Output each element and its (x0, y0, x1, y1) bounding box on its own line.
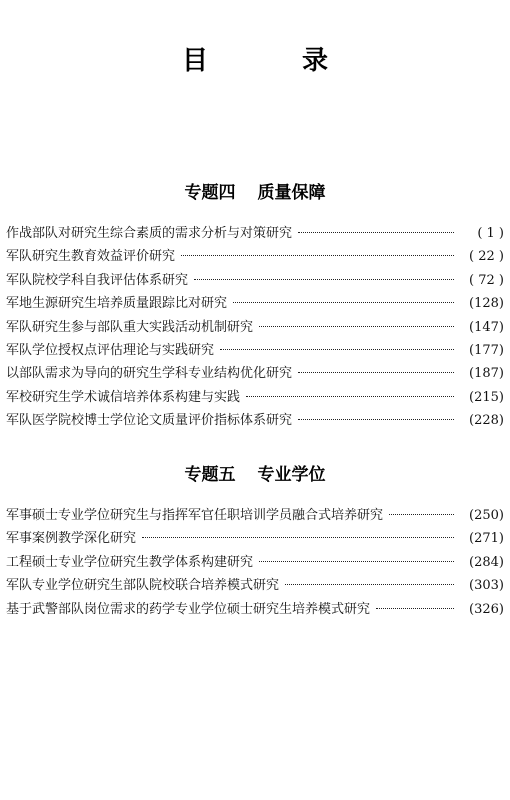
dot-leader (246, 396, 454, 397)
entry-page: ( 72 ) (469, 272, 504, 288)
section-heading-5 (0, 460, 510, 485)
dot-leader (181, 255, 454, 256)
entry-page: (228) (469, 413, 504, 429)
entry-title: 军队研究生参与部队重大实践活动机制研究 (6, 319, 254, 335)
section-label: 专题五 (184, 465, 236, 485)
toc-entry[interactable] (6, 527, 504, 550)
section-label: 专题四 (184, 183, 236, 203)
entry-title: 军校研究生学术诚信培养体系构建与实践 (6, 389, 241, 405)
section-name: 专业学位 (257, 465, 326, 485)
entry-title: 军队研究生教育效益评价研究 (6, 249, 176, 265)
entry-page: (284) (469, 554, 504, 570)
entry-title: 军队院校学科自我评估体系研究 (6, 272, 189, 288)
dot-leader (376, 608, 454, 609)
entry-title: 基于武警部队岗位需求的药学专业学位硕士研究生培养模式研究 (6, 601, 371, 617)
entry-page: ( 1 ) (477, 226, 504, 241)
toc-entry[interactable] (6, 598, 504, 621)
entry-title: 军队医学院校博士学位论文质量评价指标体系研究 (6, 413, 293, 429)
dot-leader (298, 232, 454, 233)
section-name: 质量保障 (257, 183, 326, 203)
dot-leader (233, 302, 454, 303)
dot-leader (220, 349, 454, 350)
toc-entry[interactable] (6, 316, 504, 339)
entry-page: (271) (469, 531, 504, 547)
entry-title: 军事硕士专业学位研究生与指挥军官任职培训学员融合式培养研究 (6, 508, 384, 523)
entry-title: 军地生源研究生培养质量跟踪比对研究 (6, 296, 228, 312)
entry-page: (128) (469, 296, 504, 312)
entry-page: (250) (469, 508, 504, 523)
section-heading-4 (0, 178, 510, 203)
toc-entry[interactable] (6, 339, 504, 362)
entry-title: 作战部队对研究生综合素质的需求分析与对策研究 (6, 226, 293, 241)
dot-leader (298, 372, 454, 373)
toc-entry[interactable] (6, 504, 504, 527)
toc-entry[interactable] (6, 551, 504, 574)
dot-leader (194, 279, 454, 280)
toc-entry[interactable] (6, 222, 504, 245)
entry-page: (177) (469, 342, 504, 358)
entry-page: (326) (469, 601, 504, 617)
entry-page: (215) (469, 389, 504, 405)
section-4-entries (6, 222, 504, 433)
toc-entry[interactable] (6, 409, 504, 432)
dot-leader (285, 584, 454, 585)
entry-page: ( 22 ) (469, 249, 504, 265)
page-title: 目 录 (181, 46, 362, 76)
dot-leader (259, 561, 454, 562)
entry-page: (303) (469, 578, 504, 594)
entry-title: 以部队需求为导向的研究生学科专业结构优化研究 (6, 366, 293, 382)
toc-entry[interactable] (6, 245, 504, 268)
toc-entry[interactable] (6, 386, 504, 409)
entry-title: 工程硕士专业学位研究生教学体系构建研究 (6, 554, 254, 570)
dot-leader (298, 419, 454, 420)
entry-page: (147) (469, 319, 504, 335)
dot-leader (389, 514, 454, 515)
entry-title: 军队学位授权点评估理论与实践研究 (6, 342, 215, 358)
toc-entry[interactable] (6, 269, 504, 292)
dot-leader (259, 326, 454, 327)
toc-entry[interactable] (6, 574, 504, 597)
toc-entry[interactable] (6, 292, 504, 315)
dot-leader (142, 537, 454, 538)
section-5-entries (6, 504, 504, 621)
entry-title: 军事案例教学深化研究 (6, 531, 137, 547)
entry-page: (187) (469, 366, 504, 382)
entry-title: 军队专业学位研究生部队院校联合培养模式研究 (6, 578, 280, 594)
toc-entry[interactable] (6, 362, 504, 385)
